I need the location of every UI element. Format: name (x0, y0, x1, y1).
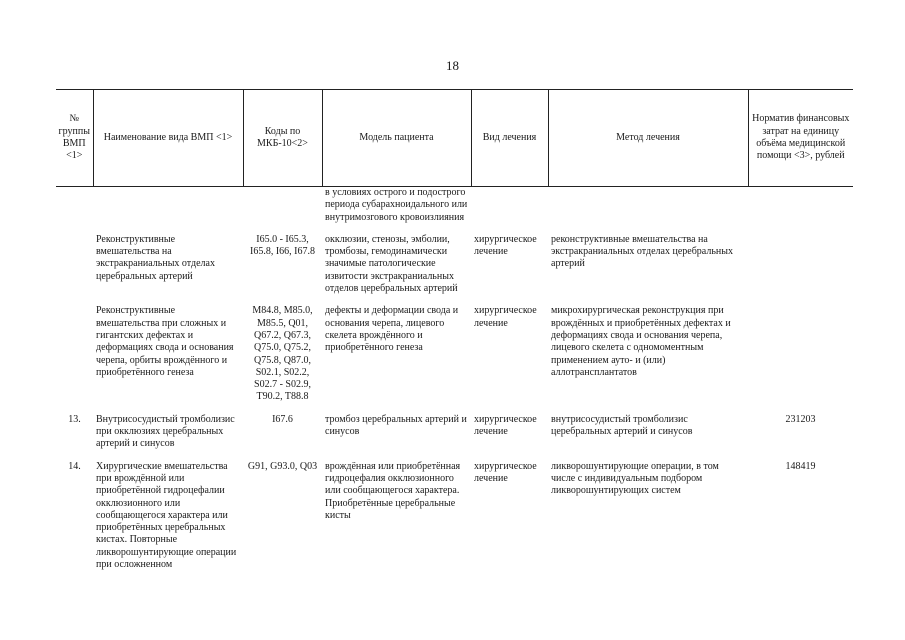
cell-treatment-type: хирургическое лечение (474, 460, 537, 484)
cell-cost-norm (748, 295, 853, 403)
cell-patient-model: тромбоз церебральных артерий и синусов (325, 413, 467, 438)
cell-treatment-type (471, 187, 548, 224)
cell-treatment-method (548, 187, 748, 224)
header-vmp-name: Наименование вида ВМП <1> (93, 90, 243, 187)
cell-cost-norm: 231203 (785, 413, 816, 425)
cell-group-number (56, 187, 93, 224)
cell-group-number: 13. (68, 413, 81, 425)
header-patient-model: Модель пациента (322, 90, 471, 187)
cell-treatment-method: реконструктивные вмешательства на экстракраниальных отделах церебральных артерий (551, 233, 733, 270)
cell-vmp-name (93, 187, 243, 224)
cell-vmp-name: Внутрисосудистый тромболизис при окклюзиях церебральных артерий и синусов (96, 413, 235, 450)
cell-patient-model: дефекты и деформации свода и основания черепа, лицевого скелета врождённого и приобретённого генеза (325, 305, 459, 354)
header-icd-codes: Коды по МКБ-10<2> (243, 90, 322, 187)
cell-icd-codes: I67.6 (272, 413, 293, 425)
vmp-table (56, 89, 853, 571)
cell-icd-codes: G91, G93.0, Q03 (247, 460, 318, 472)
cell-cost-norm (748, 187, 853, 224)
table-row (56, 404, 853, 451)
cell-patient-model: в условиях острого и подострого периода субарахноидального или внутримозгового кровоизлияния (325, 187, 468, 223)
table-row (56, 224, 853, 295)
cell-cost-norm (748, 224, 853, 295)
cell-cost-norm: 148419 (785, 460, 816, 472)
header-cost-norm: Норматив финансовых затрат на единицу объёма медицинской помощи <3>, рублей (748, 90, 853, 187)
page-number: 18 (446, 58, 459, 73)
header-treatment-type: Вид лечения (471, 90, 548, 187)
table-row (56, 295, 853, 403)
table-row (56, 451, 853, 572)
cell-group-number: 14. (68, 460, 81, 472)
header-treatment-method: Метод лечения (548, 90, 748, 187)
cell-treatment-method: внутрисосудистый тромболизис церебральных артерий и синусов (551, 413, 693, 438)
table-row (56, 187, 853, 224)
header-group-number: № группы ВМП <1> (56, 90, 93, 187)
cell-patient-model: врождённая или приобретённая гидроцефалия окклюзионного или сообщающегося характера. Приобретённые церебральные кисты (325, 460, 461, 521)
cell-treatment-type: хирургическое лечение (474, 233, 537, 258)
cell-treatment-type: хирургическое лечение (474, 305, 537, 329)
cell-vmp-name: Реконструктивные вмешательства при сложных и гигантских дефектах и деформациях свода и основания черепа, орбиты врождённого и приобретённого генеза (96, 305, 234, 378)
cell-group-number (56, 295, 93, 403)
cell-vmp-name: Реконструктивные вмешательства на экстракраниальных отделах церебральных артерий (96, 233, 215, 282)
cell-treatment-type: хирургическое лечение (474, 413, 537, 438)
cell-patient-model: окклюзии, стенозы, эмболии, тромбозы, гемодинамически значимые патологические извитости экстракраниальных отделов церебральных артерий (325, 233, 458, 295)
cell-icd-codes (243, 187, 322, 224)
cell-icd-codes: M84.8, M85.0, M85.5, Q01, Q67.2, Q67.3, Q75.0, Q75.2, Q75.8, Q87.0, S02.1, S02.2, S02.7 - S02.9, T90.2, T88.8 (252, 305, 313, 403)
cell-treatment-method: микрохирургическая реконструкция при врождённых и приобретённых дефектах и деформациях свода и основания черепа, лицевого скелета с одномоментным применением ауто- и (или) аллотрансплантатов (551, 305, 731, 378)
cell-group-number (56, 224, 93, 295)
cell-treatment-method: ликворошунтирующие операции, в том числе с индивидуальным подбором ликворошунтирующих систем (551, 460, 719, 497)
cell-vmp-name: Хирургические вмешательства при врождённой или приобретённой гидроцефалии окклюзионного или сообщающегося характера или приобретённых церебральных кистах. Повторные ликворошунтирующие операции при осложненном (96, 460, 237, 571)
table-header-row (56, 90, 853, 187)
cell-icd-codes: I65.0 - I65.3, I65.8, I66, I67.8 (250, 233, 315, 258)
